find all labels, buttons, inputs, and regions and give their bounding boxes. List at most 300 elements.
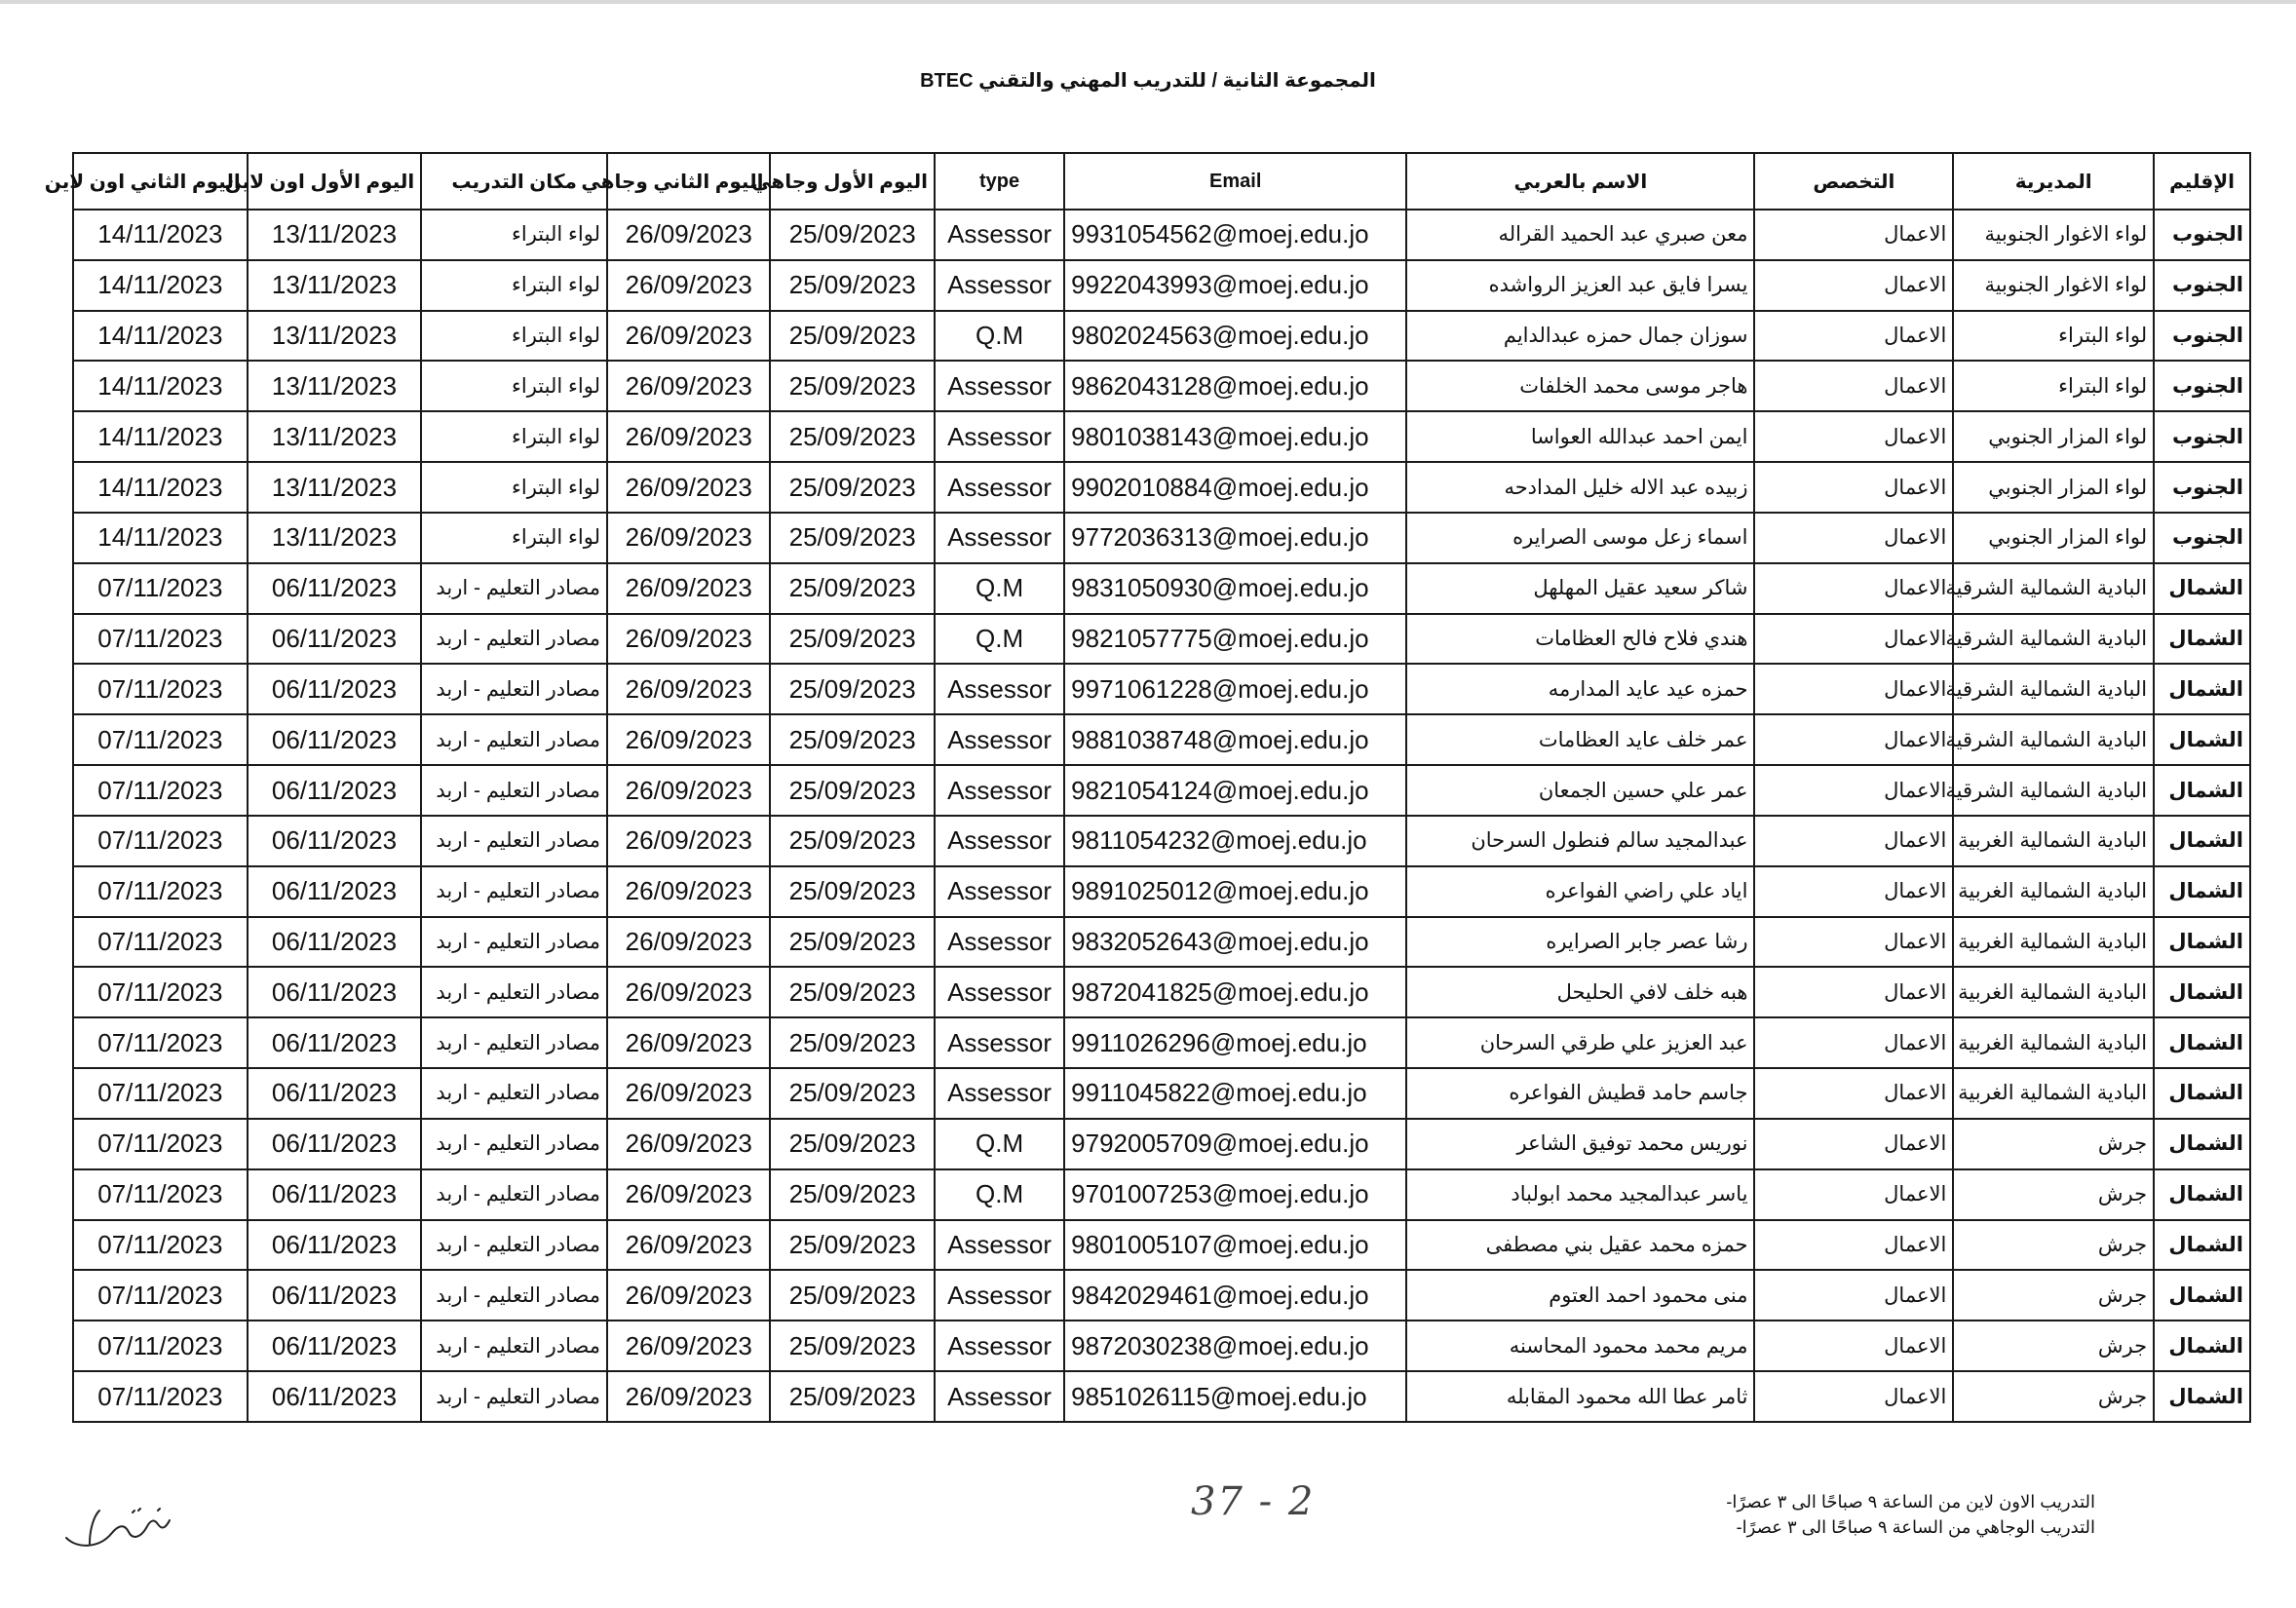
cell-type: Assessor [935, 513, 1064, 563]
cell-day1-inperson: 25/09/2023 [770, 210, 935, 260]
cell-day1-online: 06/11/2023 [248, 967, 422, 1017]
cell-day2-inperson: 26/09/2023 [607, 1270, 770, 1321]
cell-name: اسماء زعل موسى الصرايره [1406, 513, 1754, 563]
cell-day1-inperson: 25/09/2023 [770, 866, 935, 917]
cell-specialty: الاعمال [1754, 765, 1953, 816]
cell-day1-online: 06/11/2023 [248, 917, 422, 968]
cell-name: هبه خلف لافي الحليحل [1406, 967, 1754, 1017]
cell-day2-inperson: 26/09/2023 [607, 664, 770, 714]
header-type: type [935, 153, 1064, 210]
cell-venue: مصادر التعليم - اربد [421, 1270, 607, 1321]
cell-region: الشمال [2154, 917, 2250, 968]
table-row [73, 1119, 2250, 1169]
cell-day2-inperson: 26/09/2023 [607, 917, 770, 968]
cell-type: Q.M [935, 614, 1064, 665]
note-inperson-hours: التدريب الوجاهي من الساعة ٩ صباحًا الى ٣ عصرًا- [1736, 1517, 2095, 1537]
cell-day1-online: 06/11/2023 [248, 1017, 422, 1068]
cell-day1-inperson: 25/09/2023 [770, 714, 935, 765]
cell-day2-online: 07/11/2023 [73, 563, 248, 614]
cell-type: Assessor [935, 1270, 1064, 1321]
cell-day1-inperson: 25/09/2023 [770, 664, 935, 714]
cell-day1-online: 06/11/2023 [248, 714, 422, 765]
cell-venue: لواء البتراء [421, 513, 607, 563]
cell-venue: لواء البتراء [421, 311, 607, 362]
cell-day1-inperson: 25/09/2023 [770, 1068, 935, 1119]
cell-region: الجنوب [2154, 210, 2250, 260]
cell-name: منى محمود احمد العتوم [1406, 1270, 1754, 1321]
cell-day1-online: 06/11/2023 [248, 1220, 422, 1271]
trainees-table [44, 152, 2251, 1423]
cell-region: الشمال [2154, 816, 2250, 866]
table-row [73, 614, 2250, 665]
cell-name: رشا عصر جابر الصرايره [1406, 917, 1754, 968]
cell-venue: مصادر التعليم - اربد [421, 1321, 607, 1371]
cell-day1-inperson: 25/09/2023 [770, 1220, 935, 1271]
cell-day2-online: 07/11/2023 [73, 1220, 248, 1271]
cell-email: 9851026115@moej.edu.jo [1064, 1371, 1406, 1422]
table-row [73, 1371, 2250, 1422]
cell-day2-online: 14/11/2023 [73, 311, 248, 362]
note-online-hours: التدريب الاون لاين من الساعة ٩ صباحًا الى ٣ عصرًا- [1726, 1492, 2095, 1512]
cell-venue: مصادر التعليم - اربد [421, 1017, 607, 1068]
cell-name: يسرا فايق عبد العزيز الرواشده [1406, 260, 1754, 311]
cell-day1-online: 06/11/2023 [248, 563, 422, 614]
cell-day2-online: 07/11/2023 [73, 714, 248, 765]
table-row [73, 714, 2250, 765]
cell-day1-online: 06/11/2023 [248, 664, 422, 714]
cell-directorate: البادية الشمالية الغربية [1953, 1068, 2154, 1119]
cell-specialty: الاعمال [1754, 411, 1953, 462]
cell-directorate: البادية الشمالية الشرقية [1953, 714, 2154, 765]
cell-day2-inperson: 26/09/2023 [607, 361, 770, 411]
table-row [73, 664, 2250, 714]
cell-day2-online: 07/11/2023 [73, 1169, 248, 1220]
cell-email: 9802024563@moej.edu.jo [1064, 311, 1406, 362]
cell-venue: مصادر التعليم - اربد [421, 664, 607, 714]
cell-region: الشمال [2154, 664, 2250, 714]
table-row [73, 967, 2250, 1017]
cell-email: 9872041825@moej.edu.jo [1064, 967, 1406, 1017]
cell-day1-inperson: 25/09/2023 [770, 1371, 935, 1422]
cell-type: Assessor [935, 664, 1064, 714]
scan-top-edge [0, 0, 2296, 4]
cell-region: الجنوب [2154, 411, 2250, 462]
cell-specialty: الاعمال [1754, 664, 1953, 714]
cell-email: 9931054562@moej.edu.jo [1064, 210, 1406, 260]
cell-day2-inperson: 26/09/2023 [607, 311, 770, 362]
cell-directorate: لواء المزار الجنوبي [1953, 462, 2154, 513]
cell-day2-inperson: 26/09/2023 [607, 816, 770, 866]
training-hours-notes [1726, 1489, 2095, 1540]
cell-directorate: جرش [1953, 1119, 2154, 1169]
cell-day2-online: 07/11/2023 [73, 866, 248, 917]
table-row [73, 210, 2250, 260]
table-row [73, 462, 2250, 513]
cell-day2-inperson: 26/09/2023 [607, 765, 770, 816]
cell-day2-online: 07/11/2023 [73, 1270, 248, 1321]
header-region: الإقليم [2154, 153, 2250, 210]
cell-name: شاكر سعيد عقيل المهلهل [1406, 563, 1754, 614]
cell-venue: مصادر التعليم - اربد [421, 816, 607, 866]
cell-day2-inperson: 26/09/2023 [607, 513, 770, 563]
cell-region: الشمال [2154, 866, 2250, 917]
cell-type: Assessor [935, 411, 1064, 462]
cell-type: Assessor [935, 866, 1064, 917]
cell-day2-online: 14/11/2023 [73, 513, 248, 563]
cell-day2-online: 07/11/2023 [73, 1371, 248, 1422]
cell-email: 9811054232@moej.edu.jo [1064, 816, 1406, 866]
cell-day1-inperson: 25/09/2023 [770, 462, 935, 513]
cell-name: جاسم حامد قطيش الفواعره [1406, 1068, 1754, 1119]
cell-day2-inperson: 26/09/2023 [607, 866, 770, 917]
cell-specialty: الاعمال [1754, 1321, 1953, 1371]
cell-email: 9772036313@moej.edu.jo [1064, 513, 1406, 563]
cell-name: نوريس محمد توفيق الشاعر [1406, 1119, 1754, 1169]
cell-directorate: البادية الشمالية الغربية [1953, 917, 2154, 968]
cell-day2-online: 14/11/2023 [73, 260, 248, 311]
table-row [73, 361, 2250, 411]
cell-venue: مصادر التعليم - اربد [421, 1371, 607, 1422]
cell-type: Assessor [935, 714, 1064, 765]
cell-email: 9842029461@moej.edu.jo [1064, 1270, 1406, 1321]
cell-venue: لواء البتراء [421, 411, 607, 462]
cell-directorate: البادية الشمالية الشرقية [1953, 563, 2154, 614]
header-day2-online: اليوم الثاني اون لاين [73, 153, 248, 210]
cell-email: 9911026296@moej.edu.jo [1064, 1017, 1406, 1068]
cell-day2-inperson: 26/09/2023 [607, 260, 770, 311]
cell-day1-inperson: 25/09/2023 [770, 967, 935, 1017]
cell-region: الشمال [2154, 1068, 2250, 1119]
cell-email: 9862043128@moej.edu.jo [1064, 361, 1406, 411]
cell-name: عبدالمجيد سالم فنطول السرحان [1406, 816, 1754, 866]
cell-email: 9801005107@moej.edu.jo [1064, 1220, 1406, 1271]
cell-day1-online: 06/11/2023 [248, 765, 422, 816]
cell-specialty: الاعمال [1754, 1017, 1953, 1068]
cell-type: Q.M [935, 1119, 1064, 1169]
cell-name: ثامر عطا الله محمود المقابله [1406, 1371, 1754, 1422]
header-venue: مكان التدريب [421, 153, 607, 210]
cell-email: 9881038748@moej.edu.jo [1064, 714, 1406, 765]
cell-day1-inperson: 25/09/2023 [770, 614, 935, 665]
cell-specialty: الاعمال [1754, 866, 1953, 917]
header-email: Email [1064, 153, 1406, 210]
cell-email: 9701007253@moej.edu.jo [1064, 1169, 1406, 1220]
cell-day2-online: 07/11/2023 [73, 816, 248, 866]
cell-day2-online: 07/11/2023 [73, 917, 248, 968]
cell-day1-inperson: 25/09/2023 [770, 1321, 935, 1371]
cell-specialty: الاعمال [1754, 967, 1953, 1017]
cell-directorate: جرش [1953, 1270, 2154, 1321]
cell-specialty: الاعمال [1754, 260, 1953, 311]
table-row [73, 1068, 2250, 1119]
cell-directorate: البادية الشمالية الغربية [1953, 967, 2154, 1017]
cell-venue: مصادر التعليم - اربد [421, 1169, 607, 1220]
cell-name: زبيده عبد الاله خليل المدادحه [1406, 462, 1754, 513]
header-directorate: المديرية [1953, 153, 2154, 210]
table-body [73, 210, 2250, 1422]
cell-venue: مصادر التعليم - اربد [421, 1220, 607, 1271]
cell-day2-inperson: 26/09/2023 [607, 1371, 770, 1422]
cell-venue: مصادر التعليم - اربد [421, 967, 607, 1017]
cell-day2-online: 07/11/2023 [73, 1119, 248, 1169]
header-specialty: التخصص [1754, 153, 1953, 210]
cell-day1-online: 13/11/2023 [248, 462, 422, 513]
cell-specialty: الاعمال [1754, 614, 1953, 665]
cell-email: 9831050930@moej.edu.jo [1064, 563, 1406, 614]
cell-name: ياسر عبدالمجيد محمد ابولباد [1406, 1169, 1754, 1220]
cell-name: اياد علي راضي الفواعره [1406, 866, 1754, 917]
cell-name: معن صبري عبد الحميد القراله [1406, 210, 1754, 260]
cell-venue: لواء البتراء [421, 260, 607, 311]
cell-region: الشمال [2154, 714, 2250, 765]
cell-name: هاجر موسى محمد الخلفات [1406, 361, 1754, 411]
header-day1-inperson: اليوم الأول وجاهي [770, 153, 935, 210]
cell-email: 9902010884@moej.edu.jo [1064, 462, 1406, 513]
cell-day2-online: 07/11/2023 [73, 664, 248, 714]
cell-day2-online: 07/11/2023 [73, 967, 248, 1017]
cell-region: الشمال [2154, 1220, 2250, 1271]
cell-day2-inperson: 26/09/2023 [607, 967, 770, 1017]
cell-email: 9891025012@moej.edu.jo [1064, 866, 1406, 917]
cell-venue: مصادر التعليم - اربد [421, 917, 607, 968]
cell-day1-online: 06/11/2023 [248, 816, 422, 866]
cell-region: الشمال [2154, 1169, 2250, 1220]
cell-day1-online: 13/11/2023 [248, 361, 422, 411]
cell-region: الجنوب [2154, 462, 2250, 513]
cell-venue: مصادر التعليم - اربد [421, 714, 607, 765]
cell-venue: لواء البتراء [421, 210, 607, 260]
cell-region: الشمال [2154, 765, 2250, 816]
cell-day2-online: 14/11/2023 [73, 210, 248, 260]
table-row [73, 1169, 2250, 1220]
cell-type: Assessor [935, 917, 1064, 968]
cell-day1-online: 13/11/2023 [248, 210, 422, 260]
cell-day2-inperson: 26/09/2023 [607, 1321, 770, 1371]
cell-day2-online: 14/11/2023 [73, 462, 248, 513]
cell-day2-inperson: 26/09/2023 [607, 1169, 770, 1220]
cell-type: Assessor [935, 210, 1064, 260]
cell-day2-inperson: 26/09/2023 [607, 1068, 770, 1119]
cell-type: Assessor [935, 765, 1064, 816]
cell-region: الجنوب [2154, 311, 2250, 362]
cell-directorate: لواء المزار الجنوبي [1953, 411, 2154, 462]
table-row [73, 1017, 2250, 1068]
cell-venue: مصادر التعليم - اربد [421, 765, 607, 816]
cell-specialty: الاعمال [1754, 1169, 1953, 1220]
cell-day1-online: 06/11/2023 [248, 1169, 422, 1220]
cell-type: Assessor [935, 260, 1064, 311]
cell-specialty: الاعمال [1754, 311, 1953, 362]
cell-venue: مصادر التعليم - اربد [421, 563, 607, 614]
cell-name: هندي فلاح فالح العظامات [1406, 614, 1754, 665]
cell-day1-online: 06/11/2023 [248, 1321, 422, 1371]
cell-day1-online: 13/11/2023 [248, 311, 422, 362]
cell-day1-online: 13/11/2023 [248, 411, 422, 462]
cell-directorate: جرش [1953, 1371, 2154, 1422]
cell-type: Assessor [935, 1017, 1064, 1068]
cell-directorate: البادية الشمالية الغربية [1953, 1017, 2154, 1068]
cell-directorate: البادية الشمالية الغربية [1953, 866, 2154, 917]
cell-venue: مصادر التعليم - اربد [421, 614, 607, 665]
cell-name: حمزه محمد عقيل بني مصطفى [1406, 1220, 1754, 1271]
cell-email: 9922043993@moej.edu.jo [1064, 260, 1406, 311]
table-row [73, 1321, 2250, 1371]
table-row [73, 311, 2250, 362]
cell-directorate: لواء البتراء [1953, 311, 2154, 362]
cell-directorate: البادية الشمالية الشرقية [1953, 614, 2154, 665]
cell-specialty: الاعمال [1754, 1068, 1953, 1119]
cell-type: Assessor [935, 1321, 1064, 1371]
cell-day2-inperson: 26/09/2023 [607, 563, 770, 614]
cell-email: 9821057775@moej.edu.jo [1064, 614, 1406, 665]
cell-email: 9971061228@moej.edu.jo [1064, 664, 1406, 714]
cell-name: ايمن احمد عبدالله العواسا [1406, 411, 1754, 462]
cell-email: 9792005709@moej.edu.jo [1064, 1119, 1406, 1169]
cell-day2-inperson: 26/09/2023 [607, 210, 770, 260]
cell-region: الشمال [2154, 1119, 2250, 1169]
cell-specialty: الاعمال [1754, 1220, 1953, 1271]
signature-icon [60, 1495, 177, 1557]
cell-day1-online: 06/11/2023 [248, 1371, 422, 1422]
cell-region: الشمال [2154, 563, 2250, 614]
cell-region: الجنوب [2154, 260, 2250, 311]
cell-region: الشمال [2154, 1321, 2250, 1371]
table-row [73, 816, 2250, 866]
table-row [73, 1220, 2250, 1271]
cell-day1-online: 06/11/2023 [248, 1119, 422, 1169]
cell-directorate: لواء البتراء [1953, 361, 2154, 411]
table-row [73, 765, 2250, 816]
cell-day2-inperson: 26/09/2023 [607, 1220, 770, 1271]
cell-name: عبد العزيز علي طرقي السرحان [1406, 1017, 1754, 1068]
cell-day1-inperson: 25/09/2023 [770, 1270, 935, 1321]
cell-type: Assessor [935, 1068, 1064, 1119]
table-header-row [73, 153, 2250, 210]
cell-email: 9821054124@moej.edu.jo [1064, 765, 1406, 816]
cell-day1-online: 13/11/2023 [248, 513, 422, 563]
cell-directorate: لواء المزار الجنوبي [1953, 513, 2154, 563]
cell-type: Assessor [935, 967, 1064, 1017]
cell-day2-inperson: 26/09/2023 [607, 1017, 770, 1068]
cell-email: 9911045822@moej.edu.jo [1064, 1068, 1406, 1119]
table-row [73, 513, 2250, 563]
cell-region: الشمال [2154, 614, 2250, 665]
cell-directorate: لواء الاغوار الجنوبية [1953, 210, 2154, 260]
cell-specialty: الاعمال [1754, 462, 1953, 513]
table-row [73, 411, 2250, 462]
cell-region: الشمال [2154, 1017, 2250, 1068]
cell-name: مريم محمد محمود المحاسنه [1406, 1321, 1754, 1371]
cell-day2-online: 14/11/2023 [73, 411, 248, 462]
cell-day2-online: 07/11/2023 [73, 1017, 248, 1068]
cell-venue: مصادر التعليم - اربد [421, 1119, 607, 1169]
cell-venue: مصادر التعليم - اربد [421, 1068, 607, 1119]
cell-email: 9872030238@moej.edu.jo [1064, 1321, 1406, 1371]
cell-specialty: الاعمال [1754, 361, 1953, 411]
cell-type: Assessor [935, 1220, 1064, 1271]
cell-type: Assessor [935, 462, 1064, 513]
cell-directorate: لواء الاغوار الجنوبية [1953, 260, 2154, 311]
table-row [73, 1270, 2250, 1321]
cell-day2-inperson: 26/09/2023 [607, 411, 770, 462]
cell-day2-online: 07/11/2023 [73, 1068, 248, 1119]
cell-directorate: البادية الشمالية الشرقية [1953, 765, 2154, 816]
cell-day1-inperson: 25/09/2023 [770, 1169, 935, 1220]
cell-type: Q.M [935, 563, 1064, 614]
table-row [73, 917, 2250, 968]
cell-day1-online: 06/11/2023 [248, 1270, 422, 1321]
cell-day2-online: 07/11/2023 [73, 614, 248, 665]
table-row [73, 563, 2250, 614]
cell-specialty: الاعمال [1754, 816, 1953, 866]
cell-day1-online: 06/11/2023 [248, 614, 422, 665]
handwritten-page-number: 37 - 2 [1191, 1479, 1316, 1524]
cell-directorate: جرش [1953, 1220, 2154, 1271]
cell-name: عمر علي حسين الجمعان [1406, 765, 1754, 816]
cell-specialty: الاعمال [1754, 1371, 1953, 1422]
cell-day1-inperson: 25/09/2023 [770, 260, 935, 311]
cell-region: الشمال [2154, 1270, 2250, 1321]
cell-email: 9801038143@moej.edu.jo [1064, 411, 1406, 462]
cell-region: الشمال [2154, 1371, 2250, 1422]
cell-region: الجنوب [2154, 513, 2250, 563]
cell-day1-inperson: 25/09/2023 [770, 765, 935, 816]
header-day1-online: اليوم الأول اون لاين [248, 153, 422, 210]
cell-day1-inperson: 25/09/2023 [770, 1119, 935, 1169]
cell-name: حمزه عيد عايد المدارمه [1406, 664, 1754, 714]
cell-directorate: البادية الشمالية الشرقية [1953, 664, 2154, 714]
cell-day1-inperson: 25/09/2023 [770, 311, 935, 362]
cell-day1-inperson: 25/09/2023 [770, 513, 935, 563]
cell-type: Q.M [935, 311, 1064, 362]
cell-day1-inperson: 25/09/2023 [770, 917, 935, 968]
header-name: الاسم بالعربي [1406, 153, 1754, 210]
cell-day1-inperson: 25/09/2023 [770, 1017, 935, 1068]
cell-day1-inperson: 25/09/2023 [770, 361, 935, 411]
cell-venue: لواء البتراء [421, 462, 607, 513]
document-title: المجموعة الثانية / للتدريب المهني والتقني BTEC [920, 70, 1376, 92]
cell-day1-inperson: 25/09/2023 [770, 411, 935, 462]
cell-venue: مصادر التعليم - اربد [421, 866, 607, 917]
cell-type: Assessor [935, 1371, 1064, 1422]
cell-name: سوزان جمال حمزه عبدالدايم [1406, 311, 1754, 362]
cell-directorate: البادية الشمالية الغربية [1953, 816, 2154, 866]
cell-day1-online: 06/11/2023 [248, 866, 422, 917]
cell-directorate: جرش [1953, 1169, 2154, 1220]
cell-day1-inperson: 25/09/2023 [770, 816, 935, 866]
cell-name: عمر خلف عايد العظامات [1406, 714, 1754, 765]
cell-specialty: الاعمال [1754, 1119, 1953, 1169]
cell-region: الجنوب [2154, 361, 2250, 411]
cell-type: Q.M [935, 1169, 1064, 1220]
cell-specialty: الاعمال [1754, 563, 1953, 614]
cell-email: 9832052643@moej.edu.jo [1064, 917, 1406, 968]
cell-specialty: الاعمال [1754, 917, 1953, 968]
table-row [73, 866, 2250, 917]
table-row [73, 260, 2250, 311]
cell-day2-online: 14/11/2023 [73, 361, 248, 411]
cell-day1-inperson: 25/09/2023 [770, 563, 935, 614]
cell-day2-inperson: 26/09/2023 [607, 1119, 770, 1169]
cell-day2-inperson: 26/09/2023 [607, 614, 770, 665]
cell-day2-inperson: 26/09/2023 [607, 462, 770, 513]
cell-specialty: الاعمال [1754, 1270, 1953, 1321]
cell-day1-online: 06/11/2023 [248, 1068, 422, 1119]
cell-type: Assessor [935, 361, 1064, 411]
cell-directorate: جرش [1953, 1321, 2154, 1371]
cell-specialty: الاعمال [1754, 210, 1953, 260]
cell-specialty: الاعمال [1754, 513, 1953, 563]
